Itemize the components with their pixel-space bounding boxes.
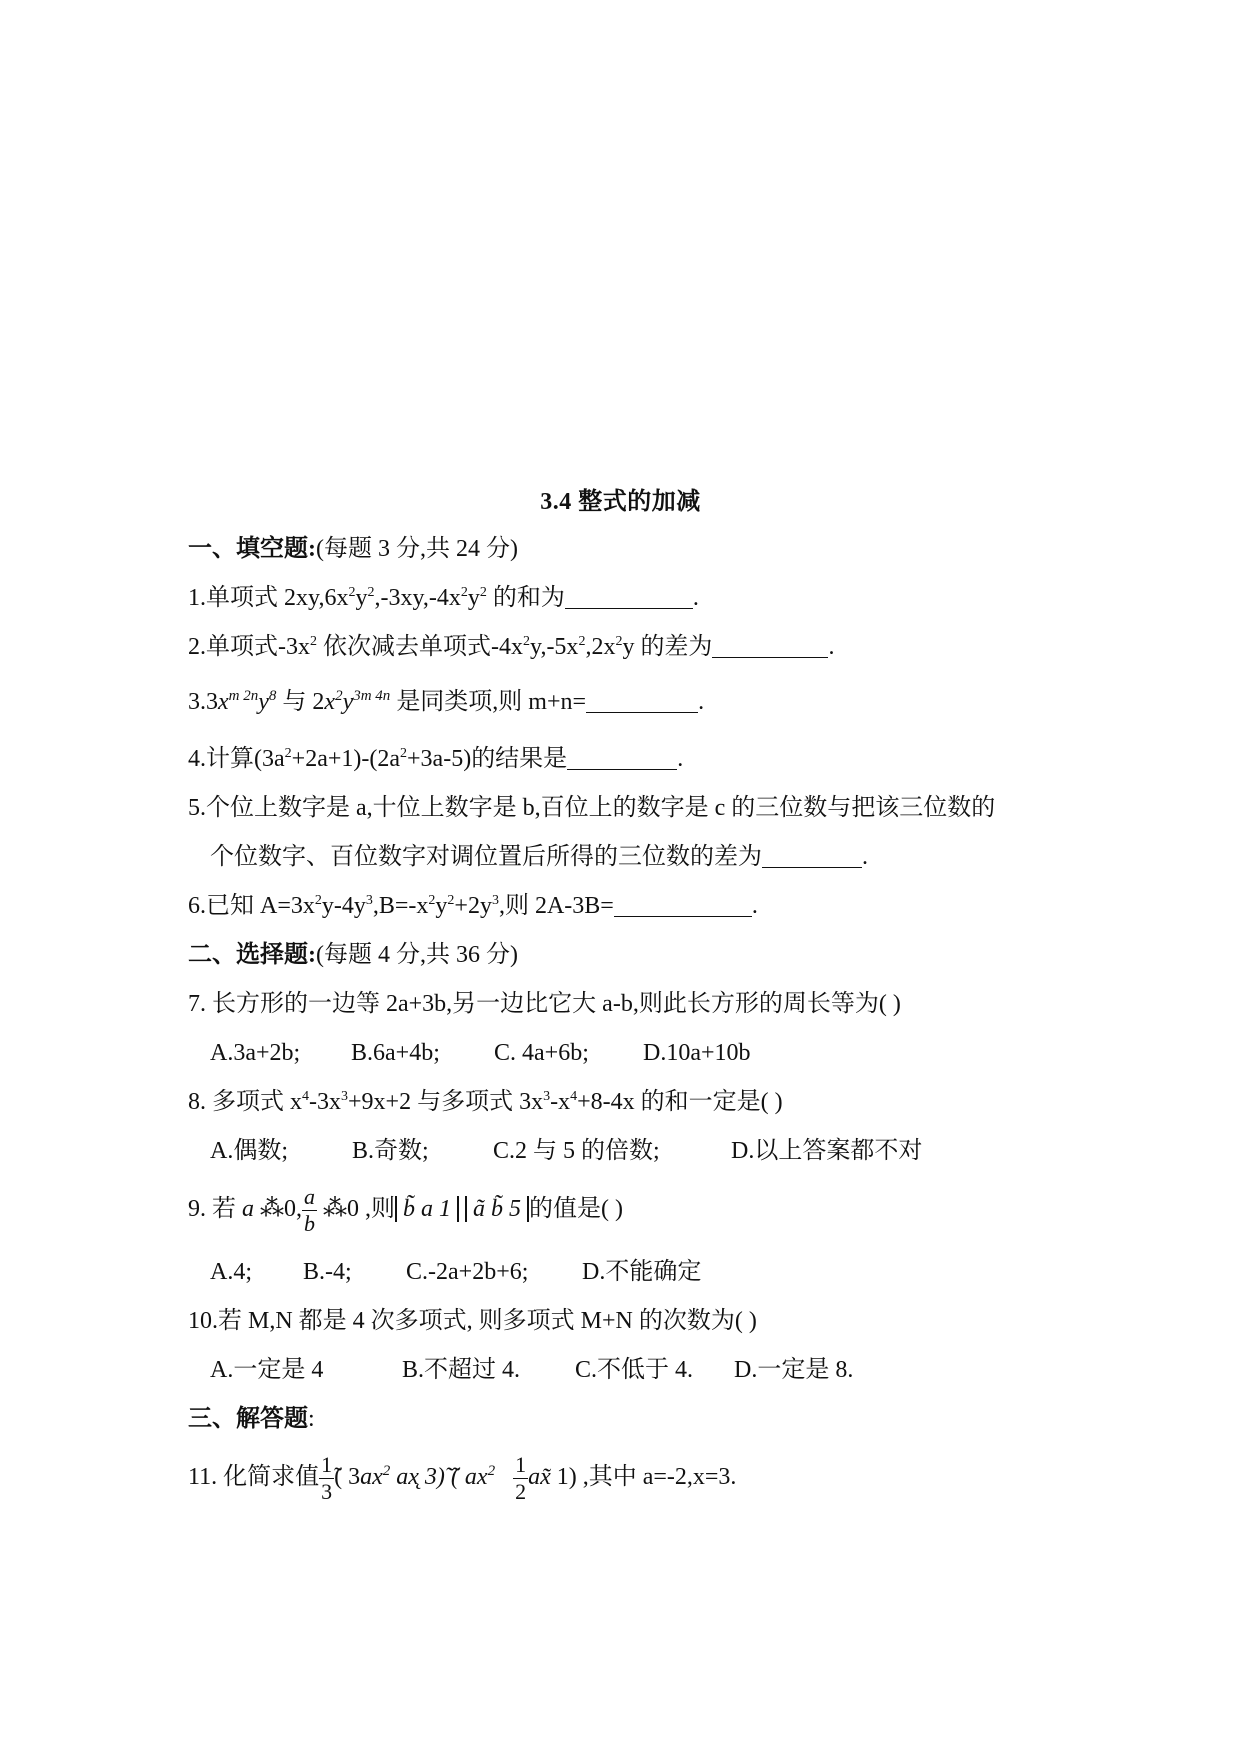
section-2-note: (每题 4 分,共 36 分) [316,942,518,968]
option-a[interactable]: A.一定是 4 [210,1357,324,1383]
option-c[interactable]: C.不低于 4. [575,1357,694,1383]
option-c[interactable]: C.-2a+2b+6; [406,1259,529,1285]
section-2-title: 二、选择题: [188,942,316,968]
question-10-options [210,1353,853,1387]
section-1-heading [188,532,518,566]
option-a[interactable]: A.3a+2b; [210,1040,301,1066]
option-d[interactable]: D.不能确定 [582,1259,702,1285]
fraction-one-half: $\frac{1}{2}$ [515,1452,527,1504]
option-a[interactable]: A.4; [210,1259,252,1285]
option-d[interactable]: D.10a+10b [643,1040,751,1066]
answer-blank[interactable] [614,892,752,917]
question-7-options [210,1036,751,1070]
question-6: 6.已知 $A=3x^2y-4y^3,B=-x^2y^2+2y^3$,则 2A-3B= . [188,893,758,919]
question-9-options [210,1255,701,1289]
section-2-heading [188,938,518,972]
section-1-title: 一、填空题: [188,536,316,562]
answer-blank[interactable] [712,633,828,658]
answer-blank[interactable] [567,745,677,770]
answer-blank[interactable] [762,843,862,868]
option-d[interactable]: D.一定是 8. [734,1357,854,1383]
page-title: 3.4 整式的加减 [540,489,701,515]
answer-blank[interactable] [565,584,693,609]
absolute-value-1: b̃ a 1 [395,1196,459,1222]
question-7: 7. 长方形的一边等 2a+3b,另一边比它大 a-b,则此长方形的周长等为( ) [188,991,901,1017]
option-c[interactable]: C.2 与 5 的倍数; [493,1138,660,1164]
question-10: 10.若 M,N 都是 4 次多项式, 则多项式 M+N 的次数为( ) [188,1308,757,1334]
section-3-heading: 三、解答题: [188,1406,315,1432]
question-4: 4.计算$(3a^2+2a+1)-(2a^2+3a-5)$的结果是 . [188,746,684,772]
question-9: 9. 若 a ⁂0, $\frac{a}{b}$ ⁂0 ,则 b̃ a 1 ã b̃ 5 的值是( ) [188,1184,623,1236]
option-d[interactable]: D.以上答案都不对 [731,1138,923,1164]
question-3: $3.3x^{m 2n}y^8$ 与 $2x^2y^{3m 4n}$ 是同类项,则 m+n= . [188,688,705,715]
question-11: 11. 化简求值 $\frac{1}{3}$ ̃( $3ax^2$ ax̨ 3)̃ ̃( $ax^2$ $\frac{1}{2}$ ax̃ 1) ,其中 a=-2,x=3. [188,1452,737,1504]
question-8: 8. 多项式 $x^4-3x^3+9x+2$ 与多项式 $3x^3-x^4+8-4x$ 的和一定是( ) [188,1089,783,1115]
fraction-one-third: $\frac{1}{3}$ [321,1452,333,1504]
option-b[interactable]: B.奇数; [352,1138,429,1164]
option-b[interactable]: B.6a+4b; [351,1040,440,1066]
answer-blank[interactable] [586,688,698,713]
option-b[interactable]: B.-4; [303,1259,352,1285]
option-a[interactable]: A.偶数; [210,1138,288,1164]
question-5-line-2: 个位数字、百位数字对调位置后所得的三位数的差为 . [210,844,868,870]
option-c[interactable]: C. 4a+6b; [494,1040,589,1066]
question-8-options [210,1134,922,1168]
question-1: 1.单项式 $2xy,6x^2y^2,-3xy,-4x^2y^2$ 的和为 . [188,585,699,611]
absolute-value-2: ã b̃ 5 [465,1196,529,1222]
option-b[interactable]: B.不超过 4. [402,1357,521,1383]
section-1-note: (每题 3 分,共 24 分) [316,536,518,562]
fraction-a-over-b: $\frac{a}{b}$ [304,1184,315,1236]
section-3-title: 三、解答题 [188,1406,308,1432]
question-2: 2.单项式$-3x^2$ 依次减去单项式$-4x^2y,-5x^2,2x^2y$ 的差为 . [188,634,835,660]
question-5-line-1: 5.个位上数字是 a,十位上数字是 b,百位上的数字是 c 的三位数与把该三位数的 [188,795,996,821]
